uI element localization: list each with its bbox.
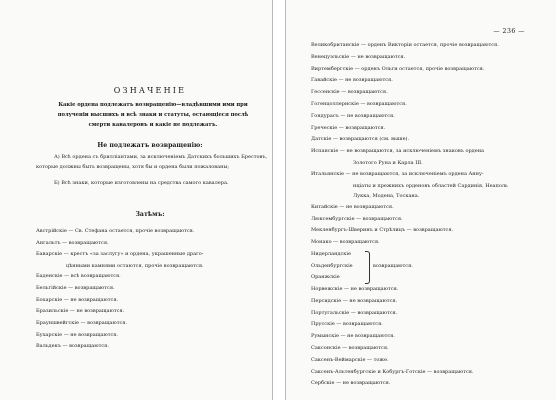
bracketed-group bbox=[311, 249, 553, 284]
list-item: Персидскіе — не возвращаются. bbox=[311, 297, 398, 304]
list-item: Бохарскіе — не возвращаются. bbox=[36, 296, 119, 303]
list-item: Датскіе — возвращаются (см. выше). bbox=[311, 136, 410, 143]
list-item: Великобританскіе — орденъ Викторіи остается, прочіе возвращаются. bbox=[311, 42, 499, 48]
gutter bbox=[273, 0, 285, 400]
left-page bbox=[0, 0, 273, 400]
notice-title: ОЗНАЧЕНІЕ bbox=[113, 86, 187, 95]
right-page bbox=[285, 0, 556, 400]
list-item: Ольденбургскіе bbox=[311, 262, 353, 269]
list-item: Вальдекъ — возвращаются. bbox=[36, 343, 109, 350]
list-item: Брауншвейгскіе — возвращаются. bbox=[36, 319, 128, 326]
list-item: Саксенъ-Альтенбургскіе и Кобургъ-Готскіе — возвращаются. bbox=[311, 368, 474, 375]
list-item: нціаты и прежнихъ орденовъ областей Сардинія, Неаполь bbox=[353, 182, 508, 189]
list-item: Греческіе — возвращаются. bbox=[311, 124, 386, 131]
list-item: Австрійскіе — Св. Стефана остается, прочіе возвращаются. bbox=[36, 228, 195, 234]
list-item: Баденскіе — всѣ возвращаются. bbox=[36, 273, 121, 280]
right-orders-list bbox=[311, 40, 553, 390]
list-item: цѣнными камнями остаются, прочіе возвращаются. bbox=[66, 263, 204, 270]
left-orders-list bbox=[36, 226, 272, 353]
list-item: Норвежскіе — не возвращаются. bbox=[311, 285, 399, 292]
list-item: Нидерландскіе bbox=[311, 250, 351, 257]
list-item: Румынскіе — не возвращаются. bbox=[311, 333, 395, 340]
list-item: Португальскіе — возвращаются. bbox=[311, 309, 398, 316]
group-label: возвращаются. bbox=[373, 262, 413, 269]
section-heading: Какіе ордена подлежатъ возвращенію—владѣвшими ими при полученіи высшихъ и всѣ знаки и статуты, остающіеся послѣ смерти кавалеровъ и какіе не подлежатъ. bbox=[57, 102, 249, 128]
list-item: Гондурасъ — не возвращаются. bbox=[311, 112, 395, 119]
paragraph-a: А) Всѣ ордена съ бриллiантами, за исключеніемъ Датскихъ большихъ Брестовъ, которые должны быть возвращены, хотя бы и ордена были пожалованы; bbox=[36, 154, 268, 170]
list-item: Виртембергскіе — орденъ Ольги остается, прочіе возвращаются. bbox=[311, 65, 485, 72]
list-item: Бухарскіе — не возвращаются. bbox=[36, 331, 119, 338]
brace-icon bbox=[365, 251, 370, 284]
list-item: Саксенъ-Веймарскіе — тоже. bbox=[311, 356, 389, 363]
then-subheading: Затѣмъ: bbox=[135, 211, 165, 218]
list-item: Итальянскіе — не возвращаются, за исключеніемъ ордена Анну- bbox=[311, 170, 484, 177]
list-item: Монако — возвращаются. bbox=[311, 239, 380, 246]
page-number: — 236 — bbox=[493, 28, 525, 35]
list-item: Люксембургскіе — возвращаются. bbox=[311, 215, 403, 222]
list-item: Бельгійскіе — возвращаются. bbox=[36, 284, 115, 291]
group-wrapper bbox=[311, 249, 553, 285]
group-items bbox=[311, 249, 353, 284]
list-item: Лукка, Модена, Тоскана. bbox=[353, 192, 420, 199]
list-item: Золотого Руна и Карла III. bbox=[353, 159, 423, 166]
list-item: Венецуэльскіе — не возвращаются. bbox=[311, 53, 406, 60]
list-item: Бразильскіе — не возвращаются. bbox=[36, 308, 125, 315]
list-item: Гогенцоллернскіе — возвращаются. bbox=[311, 100, 407, 107]
list-item: Сербскіе — не возвращаются. bbox=[311, 380, 391, 387]
list-item: Оранжскіе bbox=[311, 274, 340, 281]
paragraph-b: Б) Всѣ знаки, которые изготовлены на средства самого кавалера. bbox=[54, 180, 229, 186]
list-item: Испанскіе — не возвращаются, за исключеніемъ знаковъ ордена bbox=[311, 148, 485, 155]
list-item: Баварскіе — крестъ «за заслугу» и ордена, украшенные драго- bbox=[36, 251, 204, 258]
not-returnable-subheading: Не подлежатъ возвращенію: bbox=[97, 142, 203, 149]
list-item: Ангальтъ — возвращаются. bbox=[36, 239, 109, 246]
list-item: Прусскіе — возвращаются. bbox=[311, 321, 383, 328]
list-item: Мекленбургъ-Шверинъ и Стрѣлицъ — возвращаются. bbox=[311, 227, 454, 234]
list-item: Китайскіе — не возвращаются. bbox=[311, 203, 394, 210]
list-item: Гессенскіе — возвращаются. bbox=[311, 89, 388, 96]
list-item: Гавайскіе — не возвращаются. bbox=[311, 77, 393, 84]
list-item: Саксонскіе — возвращаются. bbox=[311, 344, 389, 351]
